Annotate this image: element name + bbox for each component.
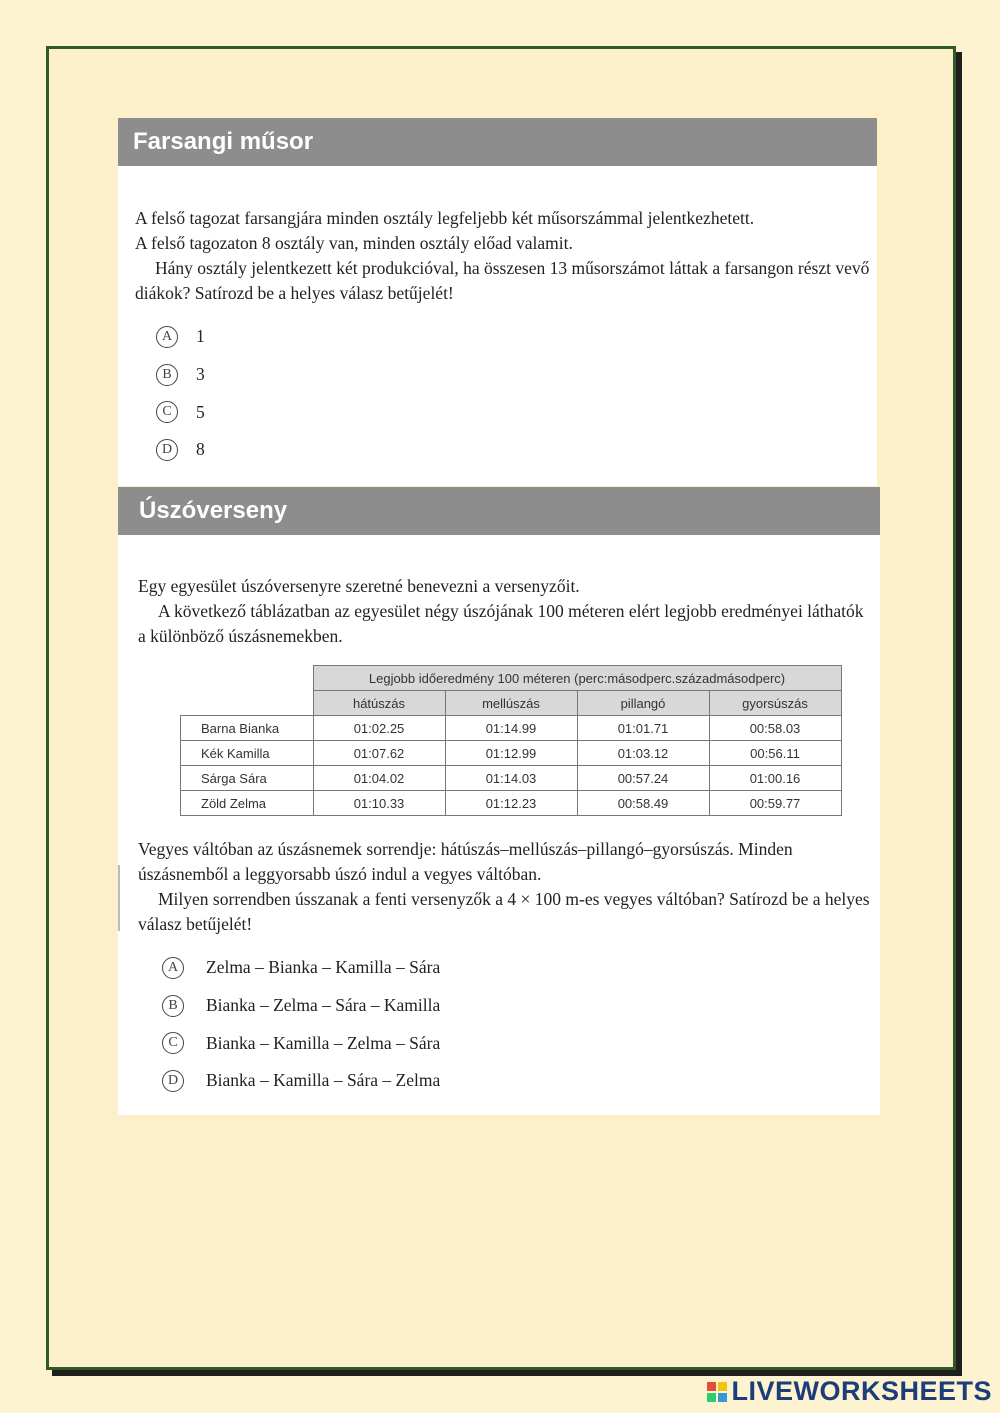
time-cell: 01:12.23 <box>445 791 577 816</box>
option-text: Bianka – Kamilla – Zelma – Sára <box>206 1032 441 1053</box>
option-text: 8 <box>196 439 205 460</box>
option-letter-circle[interactable]: A <box>162 957 184 979</box>
time-cell: 00:58.49 <box>577 791 709 816</box>
option-letter-circle[interactable]: D <box>162 1070 184 1092</box>
uszoverseny-panel <box>118 487 880 1115</box>
option-a[interactable] <box>156 318 205 356</box>
text-line: A felső tagozaton 8 osztály van, minden osztály előad valamit. <box>135 233 573 253</box>
intro-text <box>138 574 873 649</box>
time-cell: 01:04.02 <box>313 766 445 791</box>
text-line: A felső tagozat farsangjára minden osztály legfeljebb két műsorszámmal jelentkezhetett. <box>135 208 755 228</box>
text-line: Vegyes váltóban az úszásnemek sorrendje: hátúszás–mellúszás–pillangó–gyorsúszás. Minden úszásnemből a leggyorsabb úszó indul a vegyes váltóban. <box>138 839 793 884</box>
logo-square <box>718 1382 727 1391</box>
time-cell: 01:07.62 <box>313 741 445 766</box>
time-cell: 00:59.77 <box>709 791 841 816</box>
question-line: Milyen sorrendben ússzanak a fenti versenyzők a 4 × 100 m-es vegyes váltóban? Satírozd be a helyes válasz betűjelét! <box>138 889 870 934</box>
option-text: Bianka – Zelma – Sára – Kamilla <box>206 995 441 1016</box>
option-d[interactable] <box>156 431 205 469</box>
answer-options <box>156 318 205 469</box>
column-header: hátúszás <box>313 691 445 716</box>
table-caption: Legjobb időeredmény 100 méteren (perc:másodperc.századmásodperc) <box>313 666 841 691</box>
margin-mark <box>118 865 120 931</box>
time-cell: 01:03.12 <box>577 741 709 766</box>
time-cell: 01:00.16 <box>709 766 841 791</box>
table-row <box>181 791 842 816</box>
option-letter-circle[interactable]: A <box>156 326 178 348</box>
logo-square <box>707 1382 716 1391</box>
swimmer-name: Zöld Zelma <box>181 791 314 816</box>
section-title: Farsangi műsor <box>118 118 877 166</box>
option-d[interactable] <box>162 1062 440 1100</box>
time-cell: 01:12.99 <box>445 741 577 766</box>
column-header: gyorsúszás <box>709 691 841 716</box>
option-letter-circle[interactable]: D <box>156 439 178 461</box>
option-letter-circle[interactable]: B <box>162 995 184 1017</box>
swimmer-name: Barna Bianka <box>181 716 314 741</box>
time-cell: 01:02.25 <box>313 716 445 741</box>
logo-grid-icon <box>707 1382 727 1402</box>
question-line: Hány osztály jelentkezett két produkcióval, ha összesen 13 műsorszámot láttak a farsangon részt vevő diákok? Satírozd be a helyes válasz betűjelét! <box>135 258 870 303</box>
time-cell: 01:10.33 <box>313 791 445 816</box>
option-letter-circle[interactable]: C <box>162 1032 184 1054</box>
time-cell: 00:56.11 <box>709 741 841 766</box>
farsang-panel <box>118 118 877 486</box>
logo-square <box>707 1393 716 1402</box>
section-title: Úszóverseny <box>118 487 880 535</box>
table-row <box>181 716 842 741</box>
column-header: pillangó <box>577 691 709 716</box>
question-text <box>135 206 870 306</box>
option-letter-circle[interactable]: C <box>156 401 178 423</box>
relay-text <box>138 837 873 937</box>
swimmer-name: Sárga Sára <box>181 766 314 791</box>
time-cell: 01:14.03 <box>445 766 577 791</box>
option-text: 3 <box>196 364 205 385</box>
time-cell: 01:14.99 <box>445 716 577 741</box>
time-cell: 01:01.71 <box>577 716 709 741</box>
option-a[interactable] <box>162 949 440 987</box>
table-row <box>181 766 842 791</box>
option-b[interactable] <box>162 987 440 1025</box>
table-row <box>181 741 842 766</box>
text-line: A következő táblázatban az egyesület négy úszójának 100 méteren elért legjobb eredményei láthatók a különböző úszásnemekben. <box>138 601 864 646</box>
time-cell: 00:57.24 <box>577 766 709 791</box>
results-table <box>180 665 842 816</box>
option-c[interactable] <box>162 1024 440 1062</box>
option-b[interactable] <box>156 356 205 394</box>
liveworksheets-logo[interactable] <box>707 1376 992 1407</box>
column-header: mellúszás <box>445 691 577 716</box>
text-line: Egy egyesület úszóversenyre szeretné benevezni a versenyzőit. <box>138 576 580 596</box>
logo-square <box>718 1393 727 1402</box>
answer-options <box>162 949 440 1100</box>
option-letter-circle[interactable]: B <box>156 364 178 386</box>
brand-name: LIVEWORKSHEETS <box>731 1376 992 1406</box>
option-text: Bianka – Kamilla – Sára – Zelma <box>206 1070 441 1091</box>
time-cell: 00:58.03 <box>709 716 841 741</box>
option-text: 1 <box>196 326 205 347</box>
option-c[interactable] <box>156 393 205 431</box>
option-text: 5 <box>196 401 205 422</box>
option-text: Zelma – Bianka – Kamilla – Sára <box>206 957 441 978</box>
swimmer-name: Kék Kamilla <box>181 741 314 766</box>
